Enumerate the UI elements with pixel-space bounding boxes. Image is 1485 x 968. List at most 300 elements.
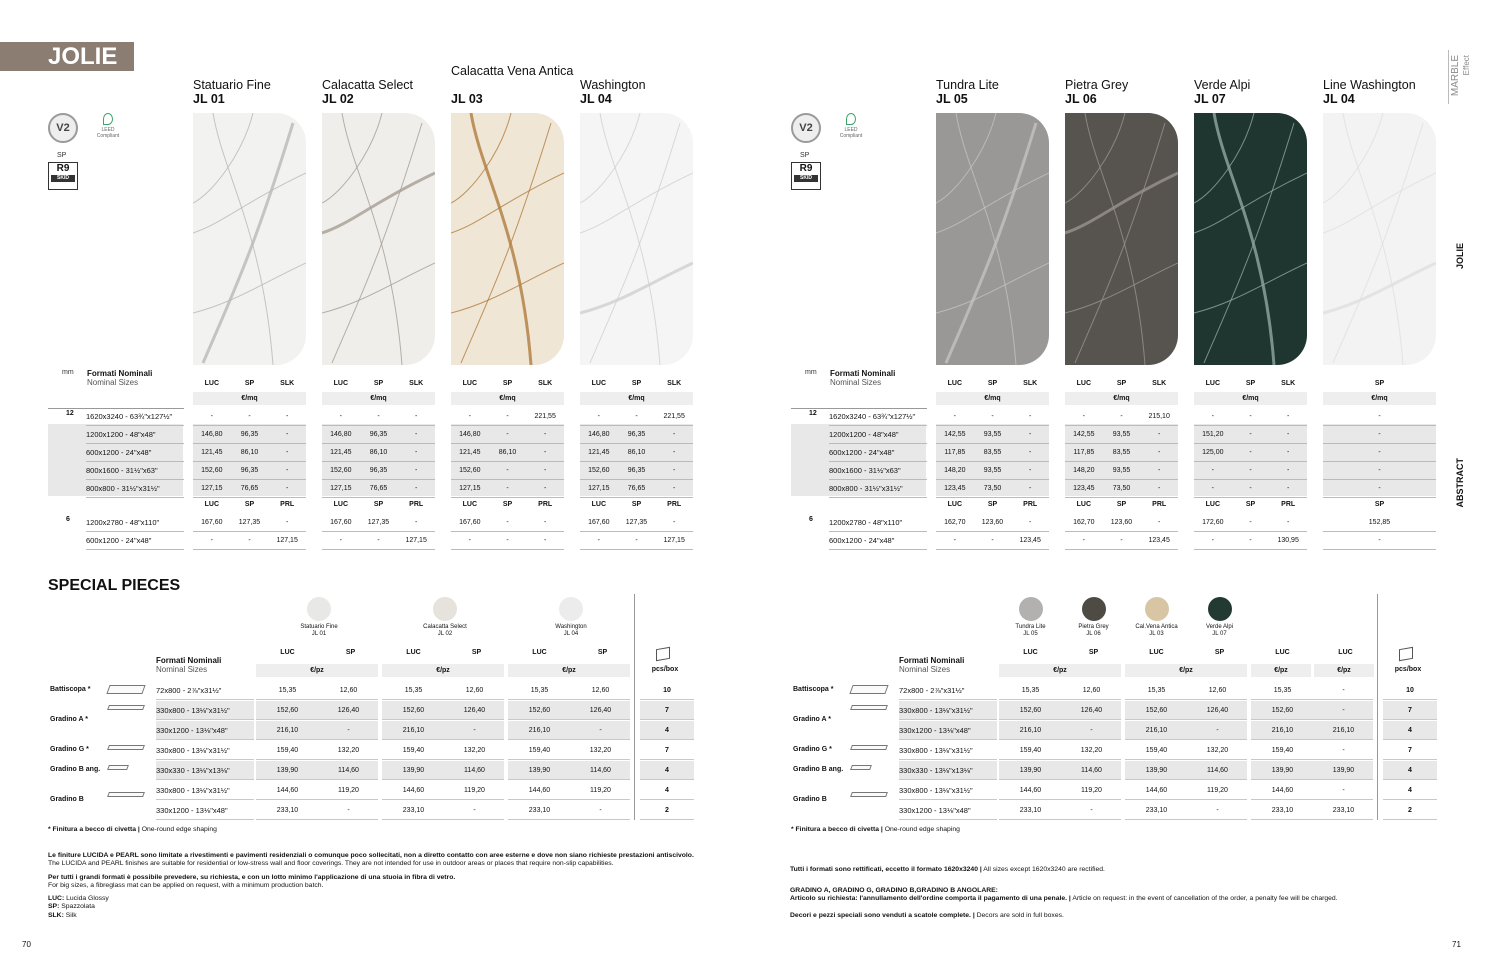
- thickness-0: 12: [66, 410, 74, 417]
- product-code-3: JL 04: [1323, 92, 1355, 106]
- special-size-header: [899, 656, 964, 674]
- special-size-2: 330x1200 - 13⅛"x48": [899, 721, 997, 740]
- price-cell-1-3-0: 148,20: [1065, 462, 1103, 480]
- special-product-0: [999, 597, 1062, 638]
- special-price-0-1: 12,60: [1062, 681, 1121, 700]
- tile-image-2[interactable]: [1194, 113, 1307, 365]
- col-header-0-1: SP: [244, 380, 255, 387]
- leed-label: LEED Compliant: [96, 127, 120, 139]
- product-name-3: Washington: [580, 78, 646, 92]
- special-price-1-1: 126,40: [319, 701, 378, 720]
- size-row-2: 600x1200 - 24"x48": [86, 444, 184, 462]
- price-cell-3-5-0: 152,85: [1323, 514, 1436, 532]
- price-cell-0-1-1: 96,35: [231, 426, 269, 444]
- special-size-0: 72x800 - 2⅞"x31½": [156, 681, 254, 700]
- sp-label: SP: [800, 152, 810, 159]
- special-pcs-6: 2: [640, 801, 694, 820]
- special-price-3-4: 159,40: [508, 741, 571, 760]
- special-price-5-2: 144,60: [1125, 781, 1188, 800]
- page-number-left: 70: [22, 940, 31, 949]
- special-price-2-1: -: [319, 721, 378, 740]
- price-cell-1-1-2: -: [1140, 426, 1178, 444]
- special-size-4: 330x330 - 13⅛"x13⅛": [156, 761, 254, 780]
- special-code-2: JL 03: [1149, 631, 1164, 637]
- special-label-3: Gradino G *: [50, 746, 89, 753]
- special-price-3-3: 132,20: [445, 741, 504, 760]
- special-shape-0: [849, 685, 888, 694]
- special-name-1: Pietra Grey: [1078, 624, 1109, 630]
- leed-label: LEED Compliant: [839, 127, 863, 139]
- price-cell-1-6-1: -: [1103, 532, 1141, 550]
- special-price-6-4: 233,10: [1251, 801, 1314, 820]
- price-cell-0-3-1: 93,55: [974, 462, 1012, 480]
- currency-3: €/mq: [1323, 392, 1436, 405]
- col-header-1-2: SLK: [1152, 380, 1167, 387]
- special-eur-2b: €/pz: [1314, 664, 1374, 677]
- tile-image-3[interactable]: [580, 113, 693, 365]
- currency-2: €/mq: [451, 392, 564, 405]
- leaf-icon: [846, 113, 856, 125]
- price-cell-2-5-1: -: [1232, 514, 1270, 532]
- special-price-1-5: 126,40: [571, 701, 630, 720]
- special-code-0: JL 05: [1023, 631, 1038, 637]
- legend-1: [48, 903, 95, 911]
- special-price-3-4: 159,40: [1251, 741, 1314, 760]
- price-cell-0-4-2: -: [1011, 480, 1049, 498]
- price-cell-1-3-1: 96,35: [360, 462, 398, 480]
- v2-badge: V2: [48, 113, 78, 143]
- price-cell-0-0-1: -: [974, 408, 1012, 426]
- special-size-header: [156, 656, 221, 674]
- price-cell-2-4-1: -: [489, 480, 527, 498]
- col-header-3-0: LUC: [591, 380, 607, 387]
- price-cell-2-2-2: -: [526, 444, 564, 462]
- special-price-4-1: 114,60: [319, 761, 378, 780]
- special-name-1: Calacatta Select: [423, 624, 467, 630]
- special-price-4-5: 114,60: [571, 761, 630, 780]
- special-pcs-5: 4: [1383, 781, 1437, 800]
- col-header-1-0: LUC: [1076, 380, 1092, 387]
- price-cell-1-6-2: 123,45: [1140, 532, 1178, 550]
- mm-icon: mm: [805, 369, 817, 376]
- col-header-6mm-0-0: LUC: [947, 501, 963, 508]
- tile-image-3[interactable]: [1323, 113, 1436, 365]
- price-cell-1-5-0: 167,60: [322, 514, 360, 532]
- special-price-2-5: -: [571, 721, 630, 740]
- price-cell-2-2-1: 86,10: [489, 444, 527, 462]
- special-price-3-5: -: [1314, 741, 1373, 760]
- special-price-3-5: 132,20: [571, 741, 630, 760]
- price-cell-0-0-2: -: [1011, 408, 1049, 426]
- col-header-3-2: SLK: [667, 380, 682, 387]
- special-price-0-3: 12,60: [445, 681, 504, 700]
- special-price-1-3: 126,40: [445, 701, 504, 720]
- special-pcs-1: 7: [640, 701, 694, 720]
- col-header-6mm-2-2: PRL: [538, 501, 553, 508]
- special-col-2-0: LUC: [1275, 649, 1290, 656]
- price-cell-2-0-1: -: [489, 408, 527, 426]
- special-price-0-0: 15,35: [256, 681, 319, 700]
- tile-image-1[interactable]: [1065, 113, 1178, 365]
- special-price-5-1: 119,20: [319, 781, 378, 800]
- col-header-6mm-0-2: PRL: [280, 501, 295, 508]
- price-cell-0-2-0: 121,45: [193, 444, 231, 462]
- special-shape-4: [850, 765, 872, 770]
- price-cell-0-3-2: -: [268, 462, 306, 480]
- price-cell-0-2-1: 83,55: [974, 444, 1012, 462]
- price-cell-1-0-0: -: [322, 408, 360, 426]
- special-size-subtitle: Nominal Sizes: [156, 665, 208, 674]
- special-size-5: 330x800 - 13⅛"x31½": [899, 781, 997, 800]
- special-size-1: 330x800 - 13⅛"x31½": [156, 701, 254, 720]
- col-header-6mm-1-1: SP: [1116, 501, 1127, 508]
- price-cell-0-6-0: -: [936, 532, 974, 550]
- special-shape-5: [107, 792, 145, 797]
- price-cell-1-0-2: -: [397, 408, 435, 426]
- special-pcs-6: 2: [1383, 801, 1437, 820]
- special-price-5-0: 144,60: [999, 781, 1062, 800]
- special-price-4-2: 139,90: [382, 761, 445, 780]
- price-cell-1-5-2: -: [1140, 514, 1178, 532]
- special-price-2-4: 216,10: [508, 721, 571, 740]
- size-row-6: 600x1200 - 24"x48": [829, 532, 927, 550]
- price-cell-2-6-0: -: [451, 532, 489, 550]
- special-price-2-3: -: [445, 721, 504, 740]
- special-col-2-0: LUC: [532, 649, 547, 656]
- special-price-0-3: 12,60: [1188, 681, 1247, 700]
- col-header-2-2: SLK: [1281, 380, 1296, 387]
- size-row-6: 600x1200 - 24"x48": [86, 532, 184, 550]
- special-swatch-0: [1019, 597, 1043, 621]
- size-row-1: 1200x1200 - 48"x48": [86, 426, 184, 444]
- size-row-4: 800x800 - 31½"x31½": [86, 480, 184, 498]
- price-cell-2-3-0: 152,60: [451, 462, 489, 480]
- special-eur-1: €/pz: [1125, 664, 1247, 677]
- col-header-0-1: SP: [987, 380, 998, 387]
- price-cell-0-1-0: 142,55: [936, 426, 974, 444]
- currency-1: €/mq: [1065, 392, 1178, 405]
- col-header-2-0: LUC: [1205, 380, 1221, 387]
- special-shape-1: [107, 705, 145, 710]
- price-cell-0-1-2: -: [1011, 426, 1049, 444]
- special-pcs-4: 4: [640, 761, 694, 780]
- price-cell-0-5-1: 123,60: [974, 514, 1012, 532]
- special-eur-2a: €/pz: [1251, 664, 1311, 677]
- price-cell-0-4-0: 127,15: [193, 480, 231, 498]
- col-header-2-0: LUC: [462, 380, 478, 387]
- special-price-5-0: 144,60: [256, 781, 319, 800]
- special-price-2-0: 216,10: [256, 721, 319, 740]
- special-pcs-0: 10: [640, 681, 694, 700]
- special-price-0-4: 15,35: [1251, 681, 1314, 700]
- price-cell-3-1-2: -: [655, 426, 693, 444]
- col-header-0-2: SLK: [1023, 380, 1038, 387]
- special-pcs-1: 7: [1383, 701, 1437, 720]
- special-pcs-4: 4: [1383, 761, 1437, 780]
- special-shape-4: [107, 765, 129, 770]
- special-price-6-0: 233,10: [999, 801, 1062, 820]
- price-cell-3-4-1: 76,65: [618, 480, 656, 498]
- right-note-2: [790, 895, 1440, 903]
- table-top-rule: [48, 408, 184, 409]
- size-row-5: 1200x2780 - 48"x110": [86, 514, 184, 532]
- price-cell-2-4-0: 127,15: [451, 480, 489, 498]
- special-price-1-2: 152,60: [1125, 701, 1188, 720]
- right-note-text-0: All sizes except 1620x3240 are rectified.: [981, 866, 1105, 873]
- legend-bold-2: SLK:: [48, 911, 64, 919]
- special-price-5-2: 144,60: [382, 781, 445, 800]
- col-header-6mm-1-2: PRL: [1152, 501, 1167, 508]
- special-price-0-2: 15,35: [1125, 681, 1188, 700]
- size-header-text: [87, 369, 152, 387]
- price-cell-2-2-2: -: [1269, 444, 1307, 462]
- price-cell-2-4-2: -: [526, 480, 564, 498]
- legend-text-0: Lucida Glossy: [64, 895, 109, 902]
- right-note-bold-1: GRADINO A, GRADINO G, GRADINO B,GRADINO B ANGOLARE:: [790, 887, 998, 894]
- col-header-6mm-0-0: LUC: [204, 501, 220, 508]
- price-cell-1-4-1: 73,50: [1103, 480, 1141, 498]
- thickness-2: 6: [66, 516, 70, 523]
- special-price-6-3: -: [1188, 801, 1247, 820]
- col-header-2-2: SLK: [538, 380, 553, 387]
- col-header-2-1: SP: [502, 380, 513, 387]
- price-cell-1-4-0: 123,45: [1065, 480, 1103, 498]
- col-header-6mm-1-2: PRL: [409, 501, 424, 508]
- price-cell-2-4-2: -: [1269, 480, 1307, 498]
- price-cell-1-0-1: -: [1103, 408, 1141, 426]
- col-header-6mm-1-0: LUC: [333, 501, 349, 508]
- r9-label: R9: [799, 163, 813, 174]
- product-code-0: JL 01: [193, 92, 225, 106]
- price-cell-3-6-0: -: [1323, 532, 1436, 550]
- page-number-right: 71: [1452, 940, 1461, 949]
- special-label-5: Gradino B: [793, 796, 827, 803]
- price-cell-0-1-2: -: [268, 426, 306, 444]
- special-size-5: 330x800 - 13⅛"x31½": [156, 781, 254, 800]
- price-cell-0-3-1: 96,35: [231, 462, 269, 480]
- price-cell-3-4-2: -: [655, 480, 693, 498]
- special-code-3: JL 07: [1212, 631, 1227, 637]
- size-row-5: 1200x2780 - 48"x110": [829, 514, 927, 532]
- price-cell-0-1-0: 146,80: [193, 426, 231, 444]
- price-cell-1-4-1: 76,65: [360, 480, 398, 498]
- special-price-3-1: 132,20: [319, 741, 378, 760]
- price-cell-2-0-2: 221,55: [526, 408, 564, 426]
- product-name-1: Calacatta Select: [322, 78, 414, 92]
- price-cell-0-5-1: 127,35: [231, 514, 269, 532]
- col-header-2-1: SP: [1245, 380, 1256, 387]
- special-label-4: Gradino B ang.: [50, 766, 101, 773]
- price-cell-2-1-1: -: [489, 426, 527, 444]
- price-cell-2-3-0: -: [1194, 462, 1232, 480]
- special-size-6: 330x1200 - 13⅛"x48": [899, 801, 997, 820]
- price-cell-3-0-2: 221,55: [655, 408, 693, 426]
- tile-image-0[interactable]: [936, 113, 1049, 365]
- size-header-title: Formati Nominali: [830, 369, 896, 378]
- special-price-2-2: 216,10: [382, 721, 445, 740]
- special-size-title: Formati Nominali: [156, 656, 222, 665]
- special-price-3-0: 159,40: [999, 741, 1062, 760]
- price-cell-0-2-2: -: [268, 444, 306, 462]
- legend-0: [48, 895, 109, 903]
- price-cell-3-1-1: 96,35: [618, 426, 656, 444]
- special-price-5-1: 119,20: [1062, 781, 1121, 800]
- price-cell-2-3-1: -: [489, 462, 527, 480]
- currency-1: €/mq: [322, 392, 435, 405]
- special-product-2: [1125, 597, 1188, 638]
- special-price-1-0: 152,60: [999, 701, 1062, 720]
- right-note-text-2: Article on request: in the event of cancellation of the order, a penalty fee will be charged.: [1070, 895, 1338, 903]
- special-shape-0: [106, 685, 145, 694]
- special-swatch-2: [1145, 597, 1169, 621]
- size-header: [62, 368, 74, 377]
- special-price-0-5: -: [1314, 681, 1373, 700]
- right-note-3: [790, 912, 1440, 920]
- col-header-1-2: SLK: [409, 380, 424, 387]
- special-price-1-2: 152,60: [382, 701, 445, 720]
- special-price-6-5: -: [571, 801, 630, 820]
- price-cell-0-2-1: 86,10: [231, 444, 269, 462]
- price-cell-0-5-0: 162,70: [936, 514, 974, 532]
- col-header-3-1: SP: [631, 380, 642, 387]
- right-note-bold-3: Decori e pezzi speciali sono venduti a scatole complete. |: [790, 912, 975, 919]
- tile-image-0[interactable]: [193, 113, 306, 365]
- price-cell-3-1-0: 146,80: [580, 426, 618, 444]
- special-name-0: Tundra Lite: [1015, 624, 1046, 630]
- special-col-1-1: SP: [471, 649, 482, 656]
- col-header-6mm-2-1: SP: [1245, 501, 1256, 508]
- special-product-1: [1062, 597, 1125, 638]
- side-tag-marble: MARBLE: [1450, 55, 1461, 97]
- price-cell-1-4-2: -: [397, 480, 435, 498]
- price-cell-2-0-2: -: [1269, 408, 1307, 426]
- product-code-0: JL 05: [936, 92, 968, 106]
- product-code-1: JL 02: [322, 92, 354, 106]
- v2-badge: V2: [791, 113, 821, 143]
- special-shape-3: [850, 745, 888, 750]
- price-cell-3-2-0: 121,45: [580, 444, 618, 462]
- special-price-5-5: -: [1314, 781, 1373, 800]
- price-cell-0-0-0: -: [936, 408, 974, 426]
- right-note-0: [790, 866, 1440, 874]
- thickness-2: 6: [809, 516, 813, 523]
- legend-bold-1: SP:: [48, 903, 60, 911]
- special-swatch-0: [307, 597, 331, 621]
- special-price-1-3: 126,40: [1188, 701, 1247, 720]
- special-label-0: Battiscopa *: [793, 686, 834, 693]
- product-name-2: Verde Alpi: [1194, 78, 1251, 92]
- price-cell-0-4-2: -: [268, 480, 306, 498]
- sp-label: SP: [57, 152, 67, 159]
- price-cell-3-5-0: 167,60: [580, 514, 618, 532]
- special-product-0: [256, 597, 382, 638]
- special-price-5-3: 119,20: [1188, 781, 1247, 800]
- col-header-6mm-2-2: PRL: [1281, 501, 1296, 508]
- special-price-2-4: 216,10: [1251, 721, 1314, 740]
- price-cell-1-2-1: 83,55: [1103, 444, 1141, 462]
- currency-2: €/mq: [1194, 392, 1307, 405]
- price-cell-3-5-2: -: [655, 514, 693, 532]
- right-note-bold-0: Tutti i formati sono rettificati, eccetto il formato 1620x3240 |: [790, 866, 982, 873]
- price-cell-1-1-0: 146,80: [322, 426, 360, 444]
- special-col-0-0: LUC: [1023, 649, 1038, 656]
- size-row-3: 800x1600 - 31½"x63": [86, 462, 184, 480]
- special-name-2: Cal.Vena Antica: [1135, 624, 1178, 630]
- special-swatch-3: [1208, 597, 1232, 621]
- special-name-0: Statuario Fine: [300, 624, 338, 630]
- special-price-1-5: -: [1314, 701, 1373, 720]
- price-cell-2-3-2: -: [1269, 462, 1307, 480]
- price-cell-2-0-1: -: [1232, 408, 1270, 426]
- special-pcs-2: 4: [640, 721, 694, 740]
- special-price-4-1: 114,60: [1062, 761, 1121, 780]
- size-header-subtitle: Nominal Sizes: [87, 378, 139, 387]
- price-cell-1-5-1: 123,60: [1103, 514, 1141, 532]
- tile-image-1[interactable]: [322, 113, 435, 365]
- size-header: [805, 368, 817, 377]
- special-price-4-0: 139,90: [999, 761, 1062, 780]
- special-swatch-1: [433, 597, 457, 621]
- price-cell-2-6-1: -: [1232, 532, 1270, 550]
- special-price-2-2: 216,10: [1125, 721, 1188, 740]
- price-cell-0-2-2: -: [1011, 444, 1049, 462]
- price-cell-3-6-1: -: [618, 532, 656, 550]
- special-size-2: 330x1200 - 13⅛"x48": [156, 721, 254, 740]
- special-col-1-0: LUC: [1149, 649, 1164, 656]
- col-header-6mm-1-0: LUC: [1076, 501, 1092, 508]
- size-row-3: 800x1600 - 31½"x63": [829, 462, 927, 480]
- special-price-6-1: -: [319, 801, 378, 820]
- price-cell-3-6-2: 127,15: [655, 532, 693, 550]
- price-cell-3-2-2: -: [655, 444, 693, 462]
- size-header-title: Formati Nominali: [87, 369, 153, 378]
- price-cell-3-6-0: -: [580, 532, 618, 550]
- price-cell-0-4-1: 76,65: [231, 480, 269, 498]
- col-header-0-2: SLK: [280, 380, 295, 387]
- product-code-2: JL 07: [1194, 92, 1226, 106]
- price-cell-1-5-1: 127,35: [360, 514, 398, 532]
- special-size-title: Formati Nominali: [899, 656, 965, 665]
- size-header-text: [830, 369, 895, 387]
- price-cell-0-0-1: -: [231, 408, 269, 426]
- special-price-5-4: 144,60: [1251, 781, 1314, 800]
- special-price-2-5: 216,10: [1314, 721, 1373, 740]
- special-eur-1: €/pz: [382, 664, 504, 677]
- special-price-6-4: 233,10: [508, 801, 571, 820]
- price-cell-1-1-2: -: [397, 426, 435, 444]
- left-note-text-0: The LUCIDA and PEARL finishes are suitable for residential or low-stress wall and floor coverings. They are not intended for use in outdoor areas or places that require non-slip capabilities.: [48, 860, 614, 868]
- price-cell-2-5-2: -: [1269, 514, 1307, 532]
- special-price-4-0: 139,90: [256, 761, 319, 780]
- col-header-0-0: LUC: [204, 380, 220, 387]
- special-price-4-4: 139,90: [508, 761, 571, 780]
- special-swatch-2: [559, 597, 583, 621]
- price-cell-1-2-2: -: [397, 444, 435, 462]
- special-price-1-0: 152,60: [256, 701, 319, 720]
- leed-badge: [94, 113, 122, 141]
- price-cell-3-0-0: -: [1323, 408, 1436, 426]
- special-eur-2: €/pz: [508, 664, 630, 677]
- price-cell-2-1-2: -: [1269, 426, 1307, 444]
- tile-image-2[interactable]: [451, 113, 564, 365]
- price-cell-2-4-0: -: [1194, 480, 1232, 498]
- col-header-3-0: SP: [1374, 380, 1385, 387]
- price-cell-1-2-1: 86,10: [360, 444, 398, 462]
- special-price-4-5: 139,90: [1314, 761, 1373, 780]
- price-cell-0-6-1: -: [974, 532, 1012, 550]
- product-name-2: Calacatta Vena Antica: [451, 64, 574, 78]
- special-size-subtitle: Nominal Sizes: [899, 665, 951, 674]
